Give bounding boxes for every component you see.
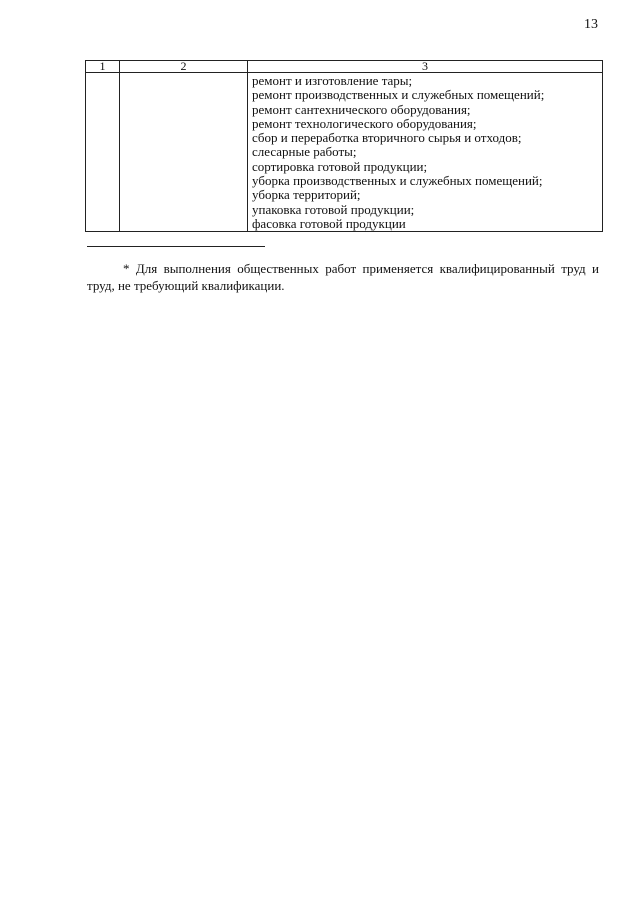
work-type-item: слесарные работы; [252, 144, 357, 160]
work-type-item: ремонт и изготовление тары; [252, 73, 413, 88]
work-type-item: ремонт производственных и служебных помещений; [252, 87, 545, 103]
table-cell-work-types [248, 73, 603, 232]
work-type-item: сбор и переработка вторичного сырья и отходов; [252, 130, 522, 146]
table-header-row [86, 61, 603, 73]
work-type-item: ремонт сантехнического оборудования; [252, 101, 471, 117]
footnote-separator [87, 246, 265, 247]
work-type-item: сортировка готовой продукции; [252, 158, 428, 174]
table-row [86, 73, 603, 232]
works-table [85, 60, 603, 232]
work-type-item: упаковка готовой продукции; [252, 201, 415, 217]
table-cell-col1 [86, 73, 120, 232]
work-type-item: ремонт технологического оборудования; [252, 115, 477, 131]
footnote-text: * Для выполнения общественных работ применяется квалифицированный труд и труд, не требующий квалификации. [87, 261, 599, 293]
table-cell-col2 [120, 73, 248, 232]
work-type-item: уборка территорий; [252, 187, 361, 203]
work-type-item: фасовка готовой продукции [252, 215, 406, 231]
column-header-1: 1 [86, 61, 120, 73]
column-header-2: 2 [120, 61, 248, 73]
column-header-3: 3 [248, 61, 603, 73]
page-number: 13 [584, 17, 598, 32]
work-type-item: уборка производственных и служебных помещений; [252, 173, 543, 189]
